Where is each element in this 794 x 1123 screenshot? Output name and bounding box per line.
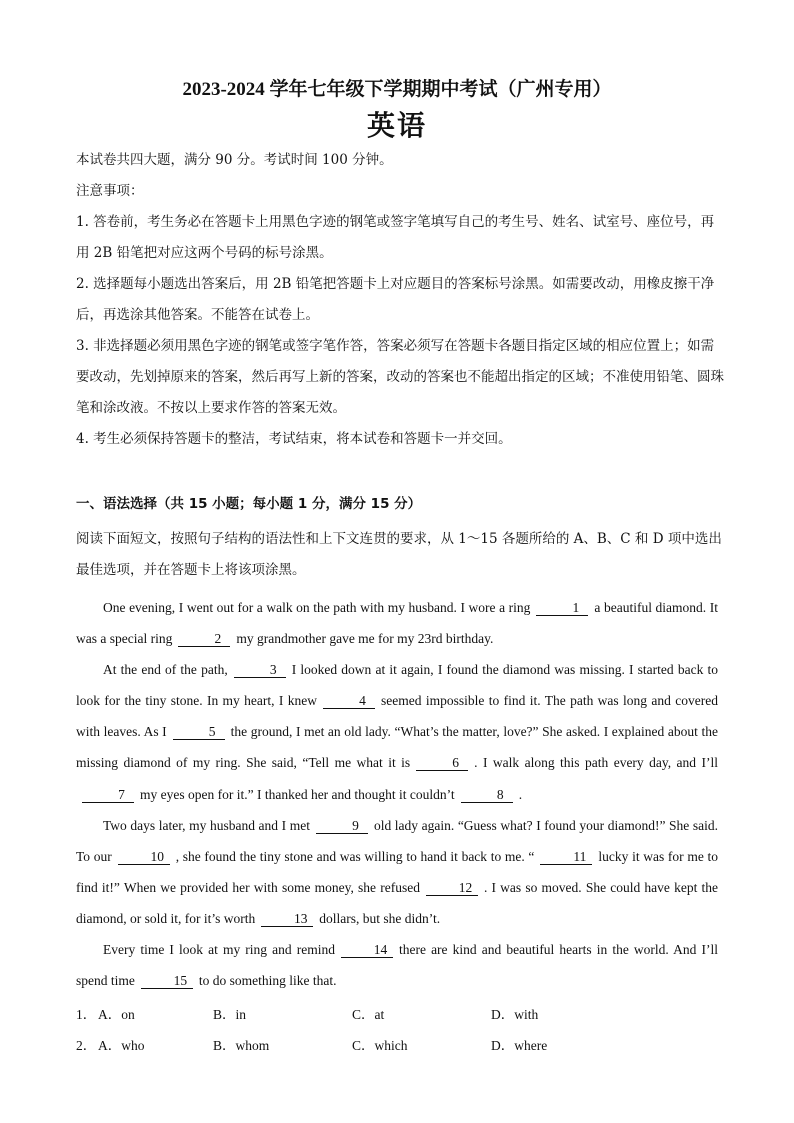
- paragraph-3: [76, 810, 718, 934]
- option-d[interactable]: D．where: [491, 1037, 548, 1053]
- passage-text: , she found the tiny stone and was willing to hand it back to me. “: [175, 848, 535, 864]
- blank-10: 10: [118, 850, 170, 865]
- passage-text: At the end of the path,: [103, 662, 228, 678]
- answer-options: [76, 997, 630, 1059]
- passage-text: dollars, but she didn’t.: [319, 910, 441, 926]
- directions-text: 阅读下面短文，按照句子结构的语法性和上下文连贯的要求，从 1～15 各题所给的 A、B、C 和 D 项中选出最佳选项，并在答题卡上将该项涂黑。: [76, 531, 722, 578]
- subject-title: 英语: [366, 109, 427, 142]
- exam-intro: 本试卷共四大题，满分 90 分。考试时间 100 分钟。: [76, 152, 393, 168]
- passage-text: there are kind and beautiful hearts in the world. And I’ll spend time: [76, 942, 718, 989]
- blank-11: 11: [540, 850, 592, 865]
- notice-item-1: 1. 答卷前，考生务必在答题卡上用黑色字迹的钢笔或签字笔填写自己的考生号、姓名、试室号、座位号，再用 2B 铅笔把对应这两个号码的标号涂黑。: [76, 214, 715, 261]
- section-heading: 一、语法选择（共 15 小题；每小题 1 分，满分 15 分）: [76, 496, 422, 512]
- paragraph-1: [76, 592, 718, 654]
- passage-text: Every time I look at my ring and remind: [103, 942, 335, 958]
- passage-text: seemed impossible to find it. The path was long and covered with leaves. As I: [76, 693, 718, 740]
- blank-2: 2: [178, 632, 230, 647]
- passage-text: .: [518, 786, 523, 802]
- question-number: 1．: [76, 1006, 97, 1022]
- passage-text: old lady again. “Guess what? I found your diamond!” She said. To our: [76, 817, 718, 864]
- option-a[interactable]: A．who: [98, 1037, 145, 1053]
- question-row: [76, 997, 630, 1028]
- passage-text: my eyes open for it.” I thanked her and thought it couldn’t: [140, 786, 455, 802]
- option-c[interactable]: C．which: [352, 1037, 408, 1053]
- blank-8: 8: [461, 788, 513, 803]
- paragraph-2: [76, 654, 718, 809]
- passage-text: . I walk along this path every day, and I’ll: [474, 755, 718, 771]
- passage-text: to do something like that.: [198, 973, 337, 989]
- option-c[interactable]: C．at: [352, 1006, 385, 1022]
- passage-text: lucky it was for me to find it!” When we provided her with some money, she refused: [76, 848, 718, 895]
- reading-passage: [76, 592, 718, 996]
- passage-text: the ground, I met an old lady. “What’s the matter, love?” She asked. I explained about the missing diamond of my ring. She said, “Tell me what it is: [76, 724, 718, 771]
- blank-13: 13: [261, 912, 313, 927]
- notice-item-3: 3. 非选择题必须用黑色字迹的钢笔或签字笔作答，答案必须写在答题卡各题目指定区域的相应位置上；如需要改动，先划掉原来的答案，然后再写上新的答案，改动的答案也不能超出指定的区域；不准使用铅笔、圆珠笔和涂改液。不按以上要求作答的答案无效。: [76, 338, 724, 416]
- question-row: [76, 1028, 630, 1059]
- passage-text: my grandmother gave me for my 23rd birthday.: [236, 631, 494, 647]
- question-number: 2．: [76, 1037, 97, 1053]
- passage-text: One evening, I went out for a walk on the path with my husband. I wore a ring: [103, 600, 531, 615]
- section-directions: [76, 524, 726, 586]
- blank-12: 12: [426, 881, 478, 896]
- notice-item-4: 4. 考生必须保持答题卡的整洁，考试结束，将本试卷和答题卡一并交回。: [76, 431, 512, 447]
- option-b[interactable]: B．in: [213, 1006, 247, 1022]
- passage-text: Two days later, my husband and I met: [103, 817, 310, 833]
- blank-14: 14: [341, 943, 393, 958]
- blank-6: 6: [416, 756, 468, 771]
- passage-text: . I was so moved. She could have kept the diamond, or sold it, for it’s worth: [76, 879, 719, 926]
- blank-1: 1: [536, 601, 588, 616]
- option-a[interactable]: A．on: [98, 1006, 135, 1022]
- blank-7: 7: [82, 788, 134, 803]
- blank-9: 9: [316, 819, 368, 834]
- passage-text: I looked down at it again, I found the diamond was missing. I started back to look for the tiny stone. In my heart, I knew: [76, 662, 718, 709]
- instructions: [76, 145, 726, 455]
- blank-5: 5: [173, 725, 225, 740]
- option-d[interactable]: D．with: [491, 1006, 539, 1022]
- notice-label: 注意事项：: [76, 183, 144, 199]
- blank-15: 15: [141, 974, 193, 989]
- option-b[interactable]: B．whom: [213, 1037, 270, 1053]
- paragraph-4: [76, 934, 718, 996]
- blank-3: 3: [234, 663, 286, 678]
- blank-4: 4: [323, 694, 375, 709]
- notice-item-2: 2. 选择题每小题选出答案后，用 2B 铅笔把答题卡上对应题目的答案标号涂黑。如需要改动，用橡皮擦干净后，再选涂其他答案。不能答在试卷上。: [76, 276, 715, 323]
- passage-text: a beautiful diamond. It was a special ring: [76, 600, 718, 647]
- exam-title: 2023-2024 学年七年级下学期期中考试（广州专用）: [182, 79, 612, 100]
